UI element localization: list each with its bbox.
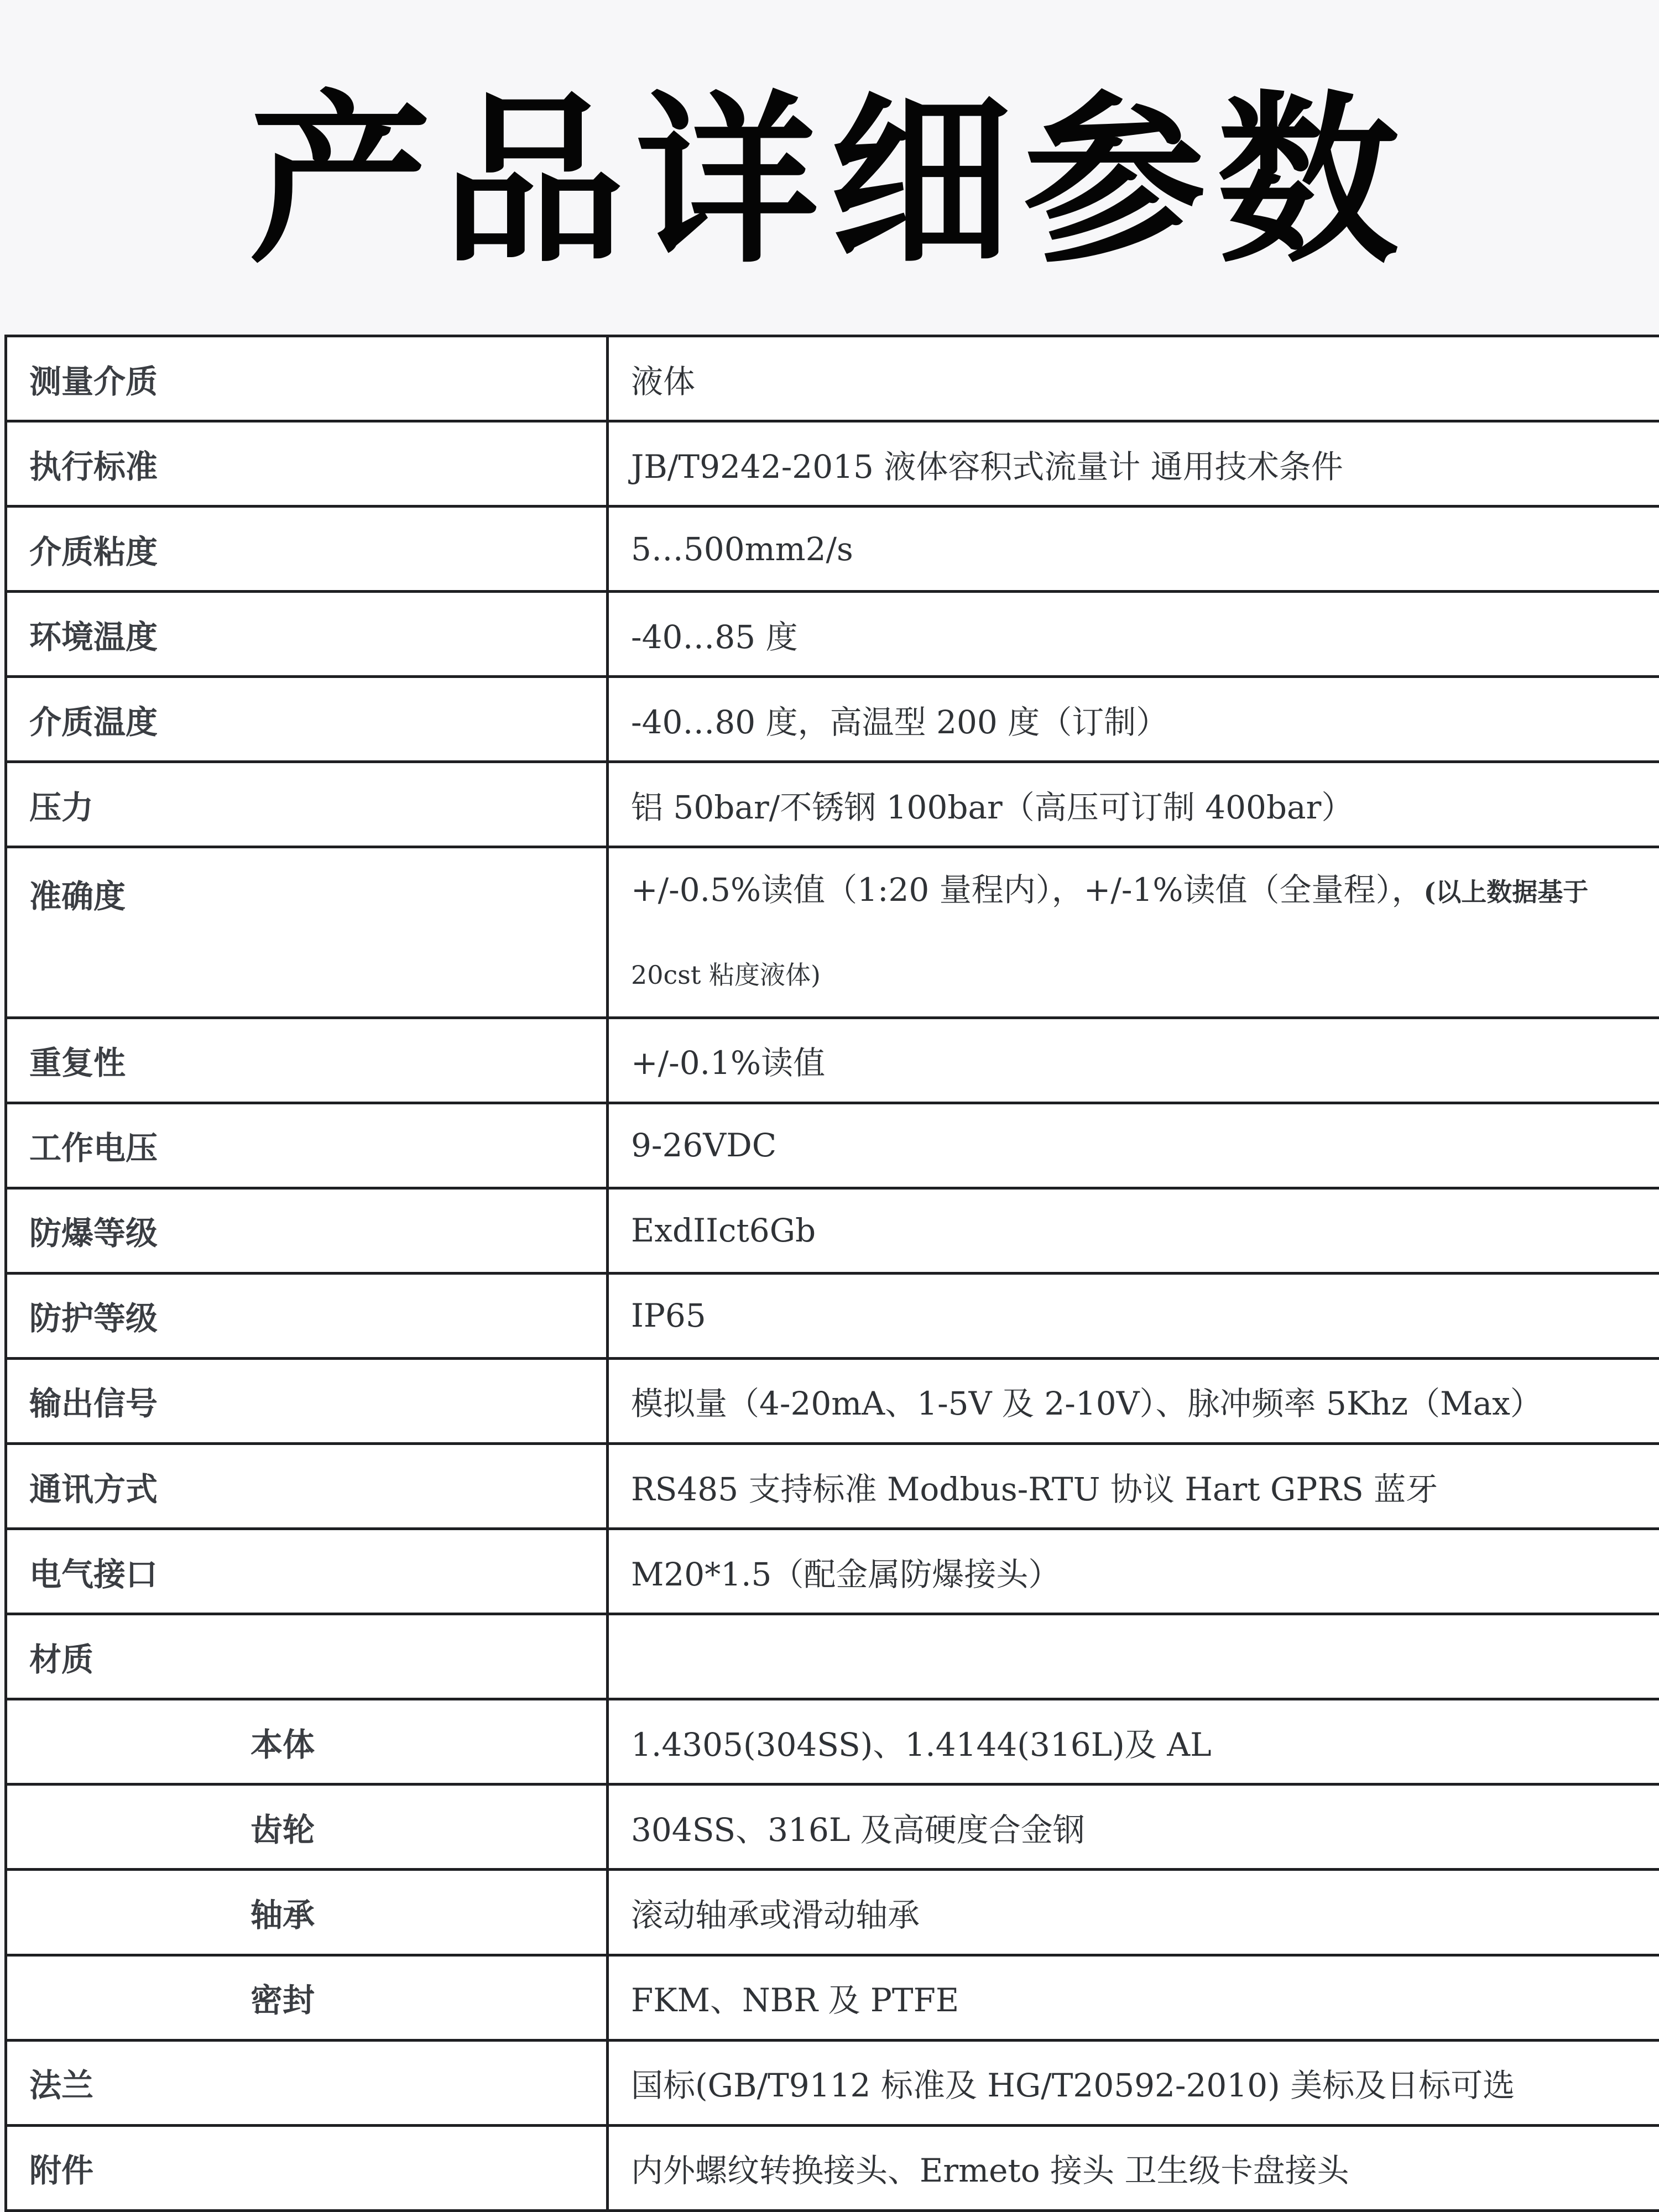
param-label: 重复性 bbox=[6, 1018, 608, 1103]
param-value: +/-0.1%读值 bbox=[608, 1018, 1659, 1103]
param-sublabel: 本体 bbox=[6, 1699, 608, 1785]
param-value: 国标(GB/T9112 标准及 HG/T20592-2010) 美标及日标可选 bbox=[608, 2040, 1659, 2125]
param-value bbox=[608, 847, 1659, 1018]
param-label: 环境温度 bbox=[6, 592, 608, 677]
table-row bbox=[6, 1273, 1659, 1358]
table-row bbox=[6, 677, 1659, 762]
param-sublabel: 齿轮 bbox=[6, 1785, 608, 1870]
param-value: 1.4305(304SS)、1.4144(316L)及 AL bbox=[608, 1699, 1659, 1785]
param-value: 模拟量（4-20mA、1-5V 及 2-10V）、脉冲频率 5Khz（Max） bbox=[608, 1358, 1659, 1443]
param-label: 法兰 bbox=[6, 2040, 608, 2125]
param-label: 准确度 bbox=[6, 847, 608, 1018]
param-value: -40…85 度 bbox=[608, 592, 1659, 677]
param-sublabel: 密封 bbox=[6, 1955, 608, 2040]
table-row bbox=[6, 762, 1659, 847]
param-value: 9-26VDC bbox=[608, 1103, 1659, 1188]
param-label: 工作电压 bbox=[6, 1103, 608, 1188]
table-row bbox=[6, 592, 1659, 677]
value-main: +/-0.5%读值（1:20 量程内），+/-1%读值（全量程）， bbox=[631, 871, 1424, 909]
param-label: 输出信号 bbox=[6, 1358, 608, 1443]
param-value: RS485 支持标准 Modbus-RTU 协议 Hart GPRS 蓝牙 bbox=[608, 1444, 1659, 1529]
table-row bbox=[6, 1018, 1659, 1103]
param-label: 电气接口 bbox=[6, 1529, 608, 1614]
table-row bbox=[6, 421, 1659, 507]
value-note: (以上数据基于 bbox=[1423, 877, 1589, 907]
table-row bbox=[6, 1103, 1659, 1188]
param-value bbox=[608, 1614, 1659, 1699]
param-label: 介质温度 bbox=[6, 677, 608, 762]
table-row bbox=[6, 1188, 1659, 1273]
param-label: 防护等级 bbox=[6, 1273, 608, 1358]
param-value: FKM、NBR 及 PTFE bbox=[608, 1955, 1659, 2040]
param-value: 304SS、316L 及高硬度合金钢 bbox=[608, 1785, 1659, 1870]
param-sublabel: 轴承 bbox=[6, 1870, 608, 1955]
param-value: JB/T9242-2015 液体容积式流量计 通用技术条件 bbox=[608, 421, 1659, 507]
param-label: 介质粘度 bbox=[6, 507, 608, 592]
param-value: 铝 50bar/不锈钢 100bar（高压可订制 400bar） bbox=[608, 762, 1659, 847]
table-row bbox=[6, 1358, 1659, 1443]
table-row bbox=[6, 1699, 1659, 1785]
page-title: 产品详细参数 bbox=[249, 75, 1410, 288]
table-row bbox=[6, 1955, 1659, 2040]
spec-table bbox=[4, 335, 1659, 2212]
table-row bbox=[6, 2125, 1659, 2210]
table-row bbox=[6, 507, 1659, 592]
param-label: 防爆等级 bbox=[6, 1188, 608, 1273]
param-value: 滚动轴承或滑动轴承 bbox=[608, 1870, 1659, 1955]
param-label: 材质 bbox=[6, 1614, 608, 1699]
table-row bbox=[6, 2040, 1659, 2125]
param-label: 压力 bbox=[6, 762, 608, 847]
param-label: 执行标准 bbox=[6, 421, 608, 507]
param-value: 内外螺纹转换接头、Ermeto 接头 卫生级卡盘接头 bbox=[608, 2125, 1659, 2210]
param-label: 通讯方式 bbox=[6, 1444, 608, 1529]
param-value: -40…80 度，高温型 200 度（订制） bbox=[608, 677, 1659, 762]
param-label: 附件 bbox=[6, 2125, 608, 2210]
table-row bbox=[6, 1444, 1659, 1529]
table-row bbox=[6, 1785, 1659, 1870]
param-value: 5…500mm2/s bbox=[608, 507, 1659, 592]
param-label: 测量介质 bbox=[6, 336, 608, 421]
param-value: ExdIIct6Gb bbox=[608, 1188, 1659, 1273]
param-value: IP65 bbox=[608, 1273, 1659, 1358]
table-row bbox=[6, 1870, 1659, 1955]
table-row bbox=[6, 336, 1659, 421]
param-value: 液体 bbox=[608, 336, 1659, 421]
table-row bbox=[6, 847, 1659, 1018]
param-value: M20*1.5（配金属防爆接头） bbox=[608, 1529, 1659, 1614]
value-line2: 20cst 粘度液体) bbox=[631, 960, 821, 990]
table-row bbox=[6, 1614, 1659, 1699]
table-row bbox=[6, 1529, 1659, 1614]
